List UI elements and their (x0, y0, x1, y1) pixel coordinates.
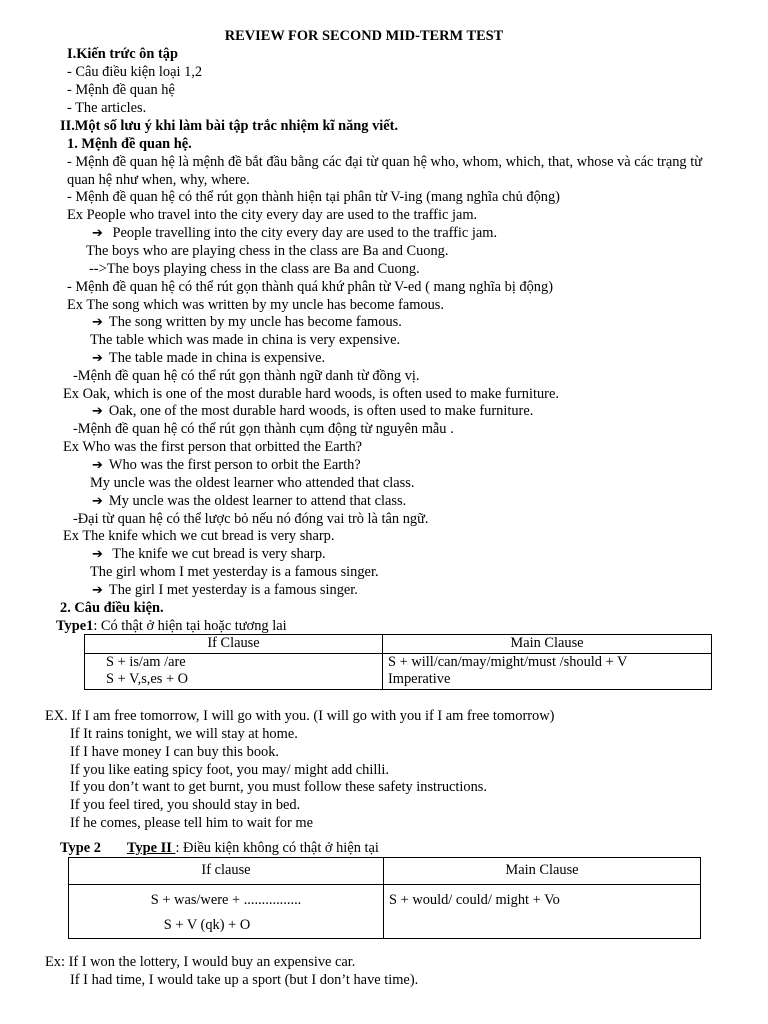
list-item: - The articles. (67, 100, 147, 116)
right-arrow-icon: ➔ (92, 458, 103, 473)
right-arrow-icon: ➔ (92, 226, 103, 241)
type2-line (60, 839, 379, 857)
text-line: The table which was made in china is very expensive. (90, 332, 401, 348)
text-line (92, 545, 326, 564)
example-line: If you feel tired, you should stay in bed. (70, 797, 301, 813)
text: Oak, one of the most durable hard woods, is often used to make furniture. (108, 403, 534, 419)
right-arrow-icon: ➔ (92, 494, 103, 509)
list-item: - Câu điều kiện loại 1,2 (67, 64, 203, 80)
right-arrow-icon: ➔ (92, 351, 103, 366)
table-row (85, 653, 712, 689)
text-line (92, 349, 325, 368)
text-line: Ex The knife which we cut bread is very sharp. (63, 528, 335, 544)
table-row (69, 858, 701, 885)
text-line: My uncle was the oldest learner who attended that class. (90, 475, 415, 491)
text-line (92, 492, 406, 511)
text: My uncle was the oldest learner to attend that class. (108, 493, 407, 509)
formula-line: S + was/were + ................ (150, 892, 302, 908)
table-cell (384, 885, 701, 939)
table-row (85, 635, 712, 654)
table-cell (69, 885, 384, 939)
text-line: -Mệnh đề quan hệ có thể rút gọn thành cụm động từ nguyên mẫu . (73, 421, 454, 437)
text-line: Ex Oak, which is one of the most durable hard woods, is often used to make furniture. (63, 386, 559, 402)
example-line: If It rains tonight, we will stay at home. (70, 726, 298, 742)
table-header: If Clause (85, 635, 383, 654)
example-line: Ex: If I won the lottery, I would buy an expensive car. (45, 954, 356, 970)
text-line (92, 402, 533, 421)
example-line: If you don’t want to get burnt, you must follow these safety instructions. (70, 779, 488, 795)
text-line (92, 313, 402, 332)
example-line: If he comes, please tell him to wait for me (70, 815, 313, 831)
text: Who was the first person to orbit the Earth? (108, 457, 361, 473)
text-line: Ex Who was the first person that orbitted the Earth? (63, 439, 363, 455)
right-arrow-icon: ➔ (92, 583, 103, 598)
text: The table made in china is expensive. (108, 350, 326, 366)
subsection-heading: 1. Mệnh đề quan hệ. (67, 136, 192, 152)
table-header: Main Clause (384, 858, 701, 885)
text-line: - Mệnh đề quan hệ có thể rút gọn thành quá khứ phân từ V-ed ( mang nghĩa bị động) (67, 279, 553, 295)
text: The song written by my uncle has become famous. (108, 314, 402, 330)
formula-line: S + would/ could/ might + Vo (389, 892, 560, 908)
example-line: If I had time, I would take up a sport (but I don’t have time). (70, 972, 419, 988)
text-line: Ex People who travel into the city every day are used to the traffic jam. (67, 207, 478, 223)
type1-table (84, 634, 712, 690)
formula-line: S + V (qk) + O (163, 917, 251, 933)
right-arrow-icon: ➔ (92, 315, 103, 330)
text-line: -->The boys playing chess in the class are Ba and Cuong. (89, 261, 420, 277)
type1-desc: : Có thật ở hiện tại hoặc tương lai (93, 618, 287, 634)
text-line (92, 581, 358, 600)
formula-line: S + will/can/may/might/must /should + V (388, 653, 628, 670)
formula-line: S + is/am /are (106, 653, 186, 670)
text-line (92, 224, 497, 243)
subsection-heading: 2. Câu điều kiện. (60, 600, 164, 616)
right-arrow-icon: ➔ (92, 547, 103, 562)
table-header: Main Clause (383, 635, 712, 654)
text: People travelling into the city every day are used to the traffic jam. (112, 225, 498, 241)
type2-desc: : Điều kiện không có thật ở hiện tại (175, 840, 379, 856)
page-title: REVIEW FOR SECOND MID-TERM TEST (224, 28, 504, 44)
type1-line (56, 617, 287, 635)
table-cell (85, 653, 383, 689)
text-line: quan hệ như when, why, where. (67, 172, 250, 188)
table-row (69, 885, 701, 939)
text: The girl I met yesterday is a famous singer. (108, 582, 358, 598)
text-line: Ex The song which was written by my uncle has become famous. (67, 297, 445, 313)
type2-table (68, 857, 701, 939)
formula-line: Imperative (388, 671, 451, 687)
right-arrow-icon: ➔ (92, 404, 103, 419)
text-line: -Mệnh đề quan hệ có thể rút gọn thành ngữ danh từ đồng vị. (73, 368, 420, 384)
type2-label-roman: Type II (126, 840, 176, 856)
example-line: EX. If I am free tomorrow, I will go with you. (I will go with you if I am free tomorrow) (45, 708, 555, 724)
table-cell (383, 653, 712, 689)
text-line: - Mệnh đề quan hệ có thể rút gọn thành hiện tại phân từ V-ing (mang nghĩa chủ động) (67, 189, 560, 205)
example-line: If you like eating spicy foot, you may/ might add chilli. (70, 762, 389, 778)
list-item: - Mệnh đề quan hệ (67, 82, 175, 98)
formula-line: S + V,s,es + O (106, 671, 189, 687)
section2-heading: II.Một số lưu ý khi làm bài tập trắc nhiệm kĩ năng viết. (60, 118, 399, 134)
type2-label: Type 2 (60, 840, 101, 856)
example-line: If I have money I can buy this book. (70, 744, 280, 760)
section1-heading: I.Kiến trức ôn tập (67, 46, 178, 62)
text-line: - Mệnh đề quan hệ là mệnh đề bắt đầu bằng các đại từ quan hệ who, whom, which, that, whose và các trạng từ (67, 154, 702, 170)
type1-label: Type1 (56, 618, 94, 634)
table-header: If clause (69, 858, 384, 885)
text-line (92, 456, 361, 475)
text-line: The girl whom I met yesterday is a famous singer. (90, 564, 379, 580)
text-line: -Đại từ quan hệ có thể lược bỏ nếu nó đóng vai trò là tân ngữ. (73, 511, 429, 527)
text: The knife we cut bread is very sharp. (112, 546, 326, 562)
text-line: The boys who are playing chess in the class are Ba and Cuong. (86, 243, 449, 259)
